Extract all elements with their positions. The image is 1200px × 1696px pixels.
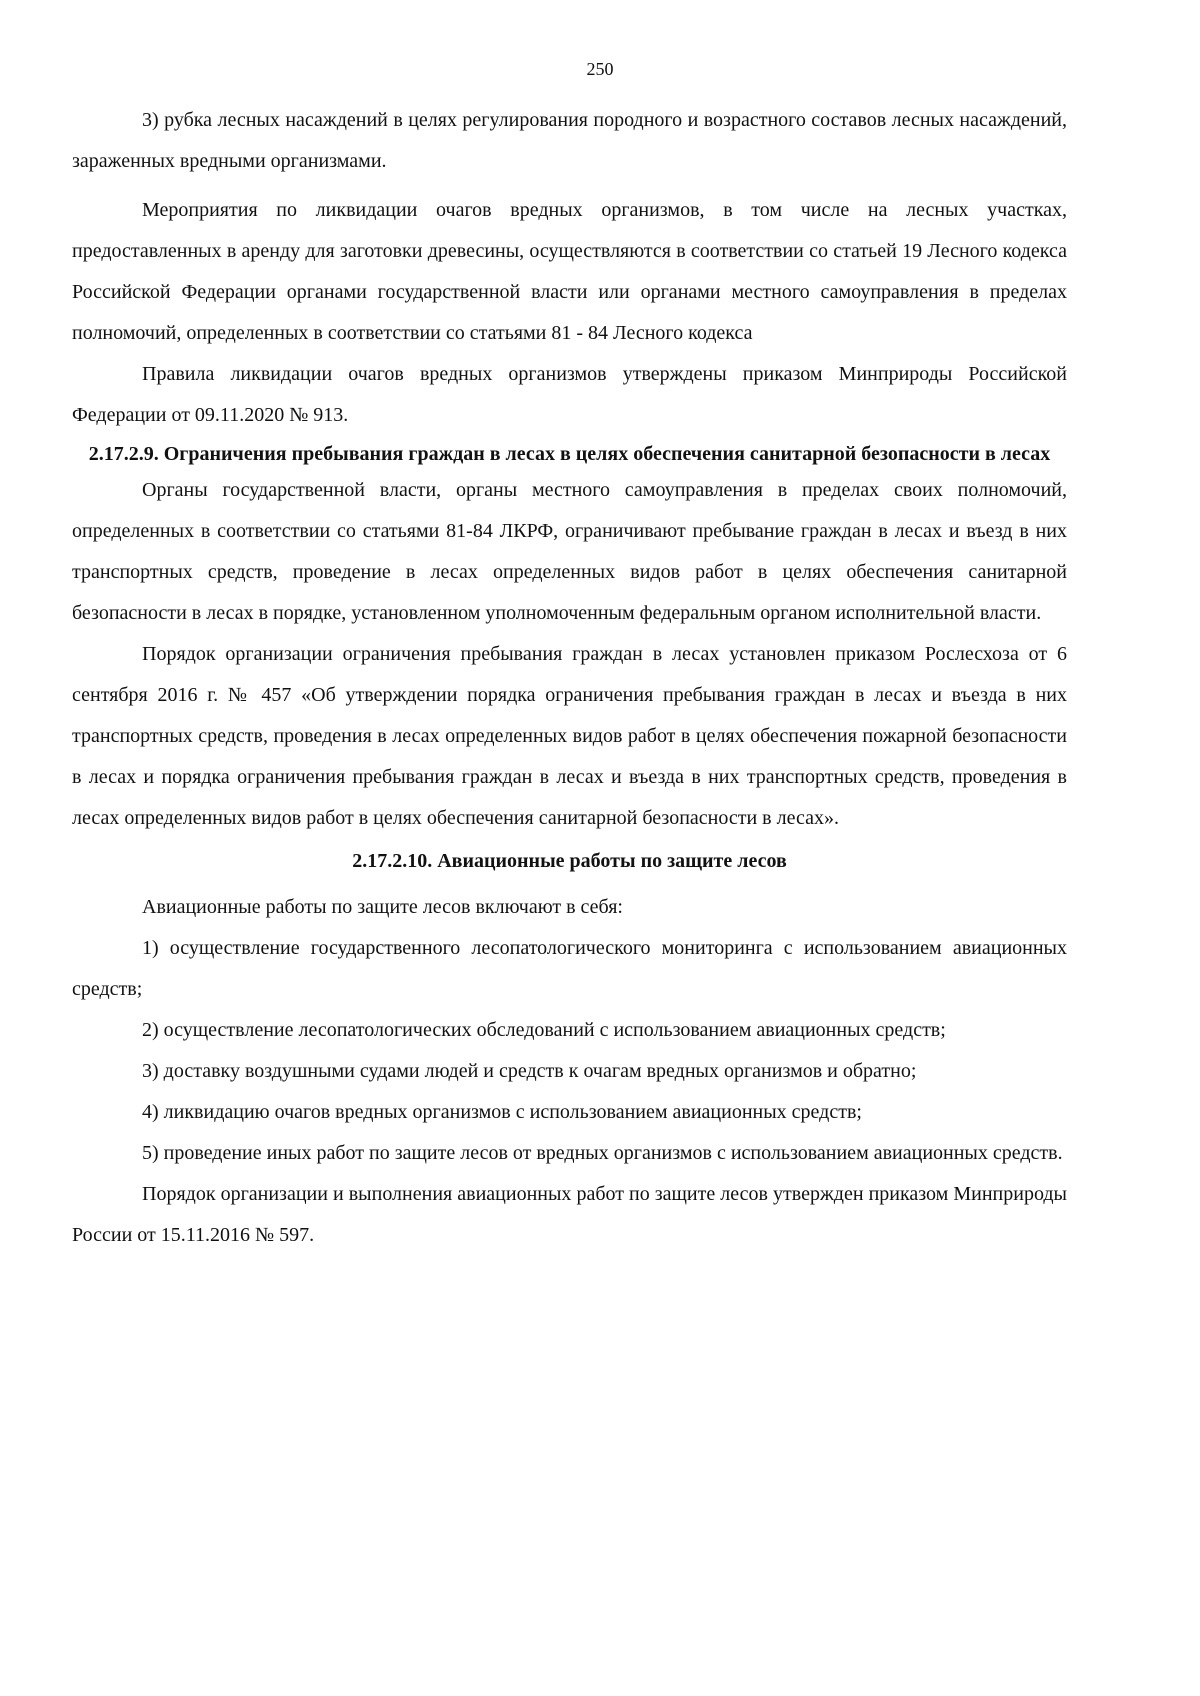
list-item-aviation-2: 2) осуществление лесопатологических обследований с использованием авиационных средств; xyxy=(142,1019,946,1041)
paragraph-restriction-order: Порядок организации ограничения пребывания граждан в лесах установлен приказом Рослесхоза от 6 сентября 2016 г. № 457 «Об утверждении порядка ограничения пребывания граждан в лесах и въезда в них транспортных средств, проведения в лесах определенных видов работ в целях обеспечения пожарной безопасности в лесах и порядка ограничения пребывания граждан в лесах и въезда в них транспортных средств, проведения в лесах определенных видов работ в целях обеспечения санитарной безопасности в лесах». xyxy=(72,643,1067,829)
list-item-aviation-5: 5) проведение иных работ по защите лесов от вредных организмов с использованием авиационных средств. xyxy=(142,1142,1063,1164)
paragraph-authorities-restrict: Органы государственной власти, органы местного самоуправления в пределах своих полномочий, определенных в соответствии со статьями 81-84 ЛКРФ, ограничивают пребывание граждан в лесах и въезд в них транспортных средств, проведение в лесах определенных видов работ в целях обеспечения санитарной безопасности в лесах в порядке, установленном уполномоченным федеральным органом исполнительной власти. xyxy=(72,479,1067,624)
list-item-aviation-1: 1) осуществление государственного лесопатологического мониторинга с использованием авиационных средств; xyxy=(72,937,1067,1000)
paragraph-forest-felling: 3) рубка лесных насаждений в целях регулирования породного и возрастного составов лесных насаждений, зараженных вредными организмами. xyxy=(72,109,1067,172)
list-item-aviation-3: 3) доставку воздушными судами людей и средств к очагам вредных организмов и обратно; xyxy=(142,1060,917,1082)
section-heading-2-17-2-9: 2.17.2.9. Ограничения пребывания граждан в лесах в целях обеспечения санитарной безопасности в лесах xyxy=(88,443,1051,465)
paragraph-aviation-order: Порядок организации и выполнения авиационных работ по защите лесов утвержден приказом Минприроды России от 15.11.2016 № 597. xyxy=(72,1183,1067,1246)
document-body xyxy=(72,100,1067,1256)
paragraph-pest-rules: Правила ликвидации очагов вредных организмов утверждены приказом Минприроды Российской Федерации от 09.11.2020 № 913. xyxy=(72,363,1067,426)
section-heading-2-17-2-10: 2.17.2.10. Авиационные работы по защите лесов xyxy=(352,850,787,872)
paragraph-pest-measures: Мероприятия по ликвидации очагов вредных организмов, в том числе на лесных участках, предоставленных в аренду для заготовки древесины, осуществляются в соответствии со статьей 19 Лесного кодекса Российской Федерации органами государственной власти или органами местного самоуправления в пределах полномочий, определенных в соответствии со статьями 81 - 84 Лесного кодекса xyxy=(72,199,1067,344)
page-number: 250 xyxy=(586,59,614,79)
list-item-aviation-4: 4) ликвидацию очагов вредных организмов с использованием авиационных средств; xyxy=(142,1101,862,1123)
paragraph-aviation-includes: Авиационные работы по защите лесов включают в себя: xyxy=(142,896,623,918)
